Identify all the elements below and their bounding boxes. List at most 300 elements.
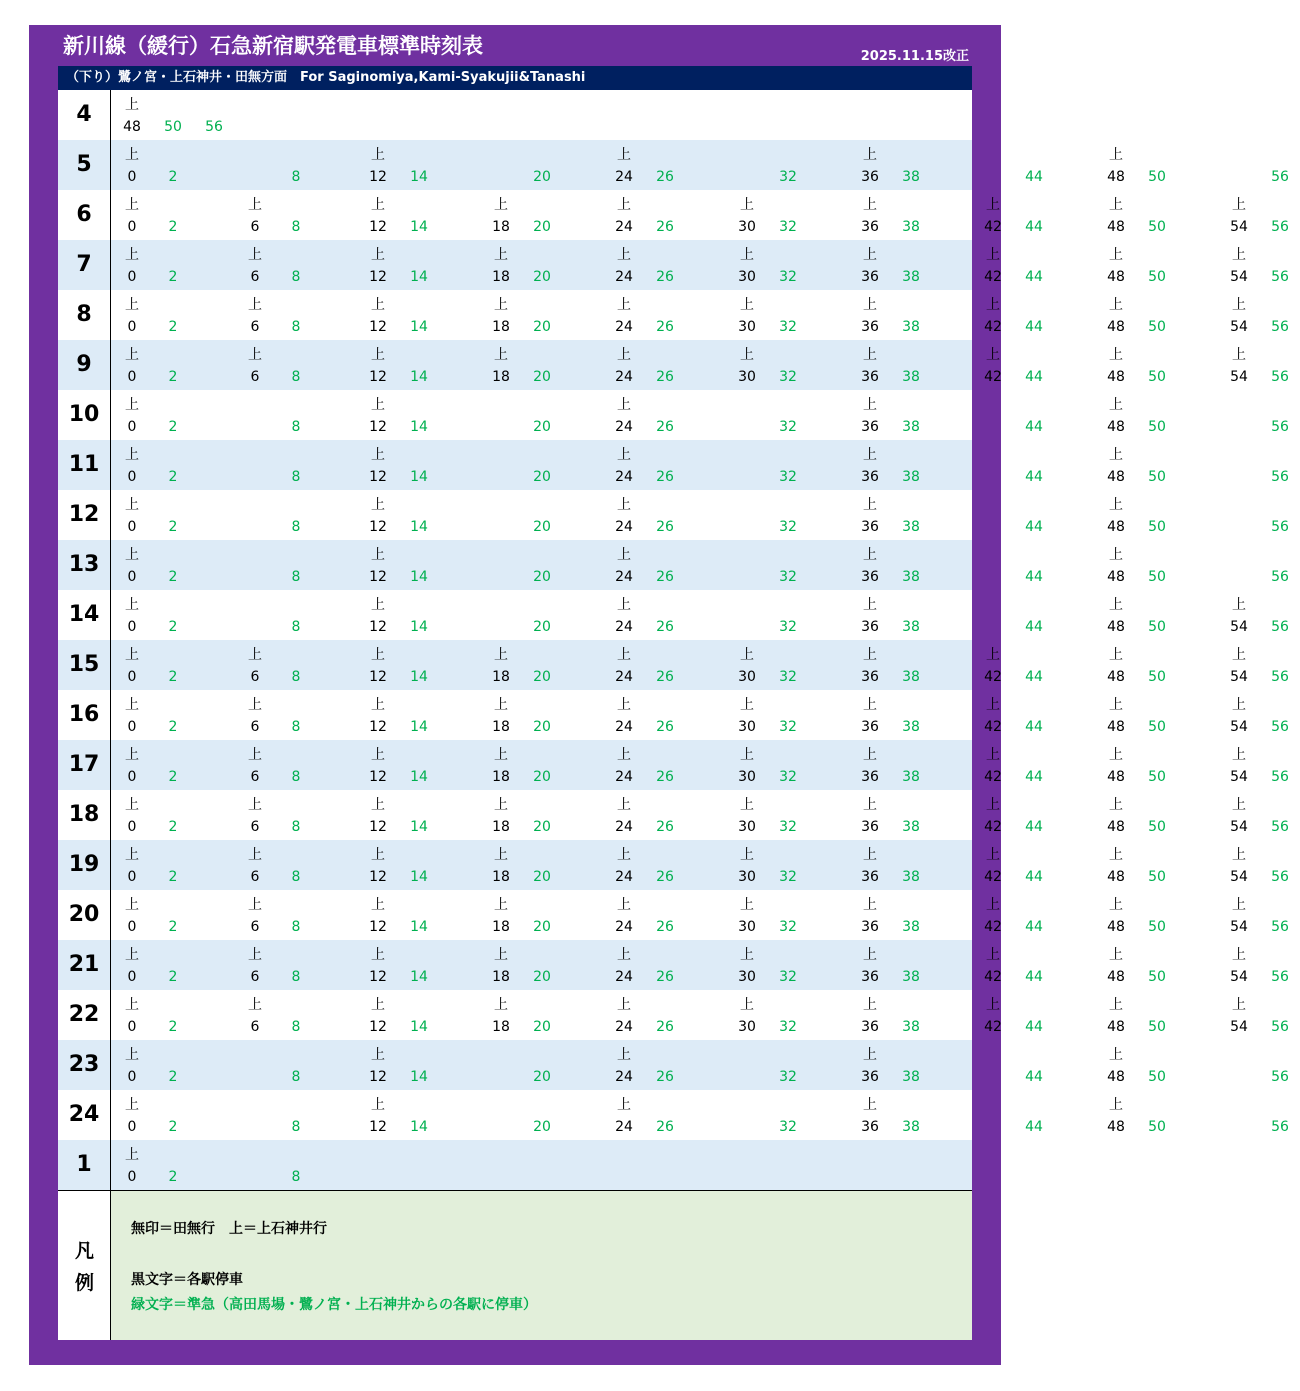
kami-shakujii-mark: 上 [248,697,262,713]
hour-row [58,490,1289,540]
departure-minute: 14 [410,369,428,385]
departure-cell [768,1040,808,1090]
departure-minute: 26 [656,619,674,635]
departure-cell [768,490,808,540]
departure-minute: 20 [533,619,551,635]
departure-cell [604,540,644,590]
departure-minute: 24 [615,669,633,685]
kami-shakujii-mark: 上 [371,497,385,513]
departure-minute: 14 [410,419,428,435]
hour-label: 17 [58,740,111,790]
departure-minute: 42 [984,369,1002,385]
kami-shakujii-mark: 上 [740,947,754,963]
departure-cell [112,790,152,840]
departure-minute: 2 [168,169,178,185]
departure-cell [1096,540,1136,590]
departure-cell [522,940,562,990]
kami-shakujii-mark: 上 [617,647,631,663]
departure-minute: 50 [1148,919,1166,935]
departure-minute: 32 [779,169,797,185]
kami-shakujii-mark: 上 [740,697,754,713]
departure-cell [645,540,685,590]
departure-minute: 38 [902,969,920,985]
departure-minute: 38 [902,1019,920,1035]
kami-shakujii-mark: 上 [1232,197,1246,213]
departure-minute: 6 [250,969,260,985]
departure-cell [1096,690,1136,740]
hour-label: 7 [58,240,111,290]
departure-minute: 26 [656,1019,674,1035]
departure-cell [276,590,316,640]
departure-minute: 8 [291,769,301,785]
departure-cell [1096,490,1136,540]
departure-minute: 38 [902,419,920,435]
departure-cell [153,490,193,540]
departure-minute: 8 [291,269,301,285]
departure-cell [1096,340,1136,390]
hour-row [58,540,1289,590]
hour-row [58,190,1289,240]
departure-cell [850,1090,890,1140]
kami-shakujii-mark: 上 [863,347,877,363]
departure-cell [112,140,152,190]
departure-minute: 2 [168,769,178,785]
departure-cell [1219,190,1259,240]
departure-cell [727,940,767,990]
departure-minute: 12 [369,669,387,685]
departure-cell [358,990,398,1040]
departure-minute: 48 [1107,969,1125,985]
departure-minute: 14 [410,1019,428,1035]
departure-minute: 26 [656,869,674,885]
departure-minute: 42 [984,219,1002,235]
departure-cell [153,440,193,490]
departure-cell [604,690,644,740]
kami-shakujii-mark: 上 [1109,547,1123,563]
departure-minute: 20 [533,169,551,185]
departure-cell [1137,690,1177,740]
departure-cell [112,440,152,490]
departure-cell [768,540,808,590]
departure-minute: 8 [291,919,301,935]
kami-shakujii-mark: 上 [1109,647,1123,663]
departure-minute: 32 [779,1019,797,1035]
kami-shakujii-mark: 上 [1109,147,1123,163]
kami-shakujii-mark: 上 [617,297,631,313]
departure-minute: 26 [656,419,674,435]
hour-row [58,840,1289,890]
departure-cell [481,240,521,290]
departure-minute: 32 [779,619,797,635]
departure-minute: 24 [615,519,633,535]
departure-minute: 20 [533,819,551,835]
departure-minute: 14 [410,169,428,185]
departure-minute: 36 [861,869,879,885]
departure-cell [1137,790,1177,840]
departure-cell [1260,940,1300,990]
departure-minute: 2 [168,1069,178,1085]
departure-cell [1260,1090,1300,1140]
departure-cell [1260,590,1300,640]
departure-cell [1137,990,1177,1040]
departure-cell [604,290,644,340]
departure-cell [112,190,152,240]
departure-minute: 2 [168,219,178,235]
departure-minute: 2 [168,1119,178,1135]
departure-cell [235,890,275,940]
departure-cell [481,640,521,690]
kami-shakujii-mark: 上 [1109,897,1123,913]
departure-cell [645,290,685,340]
departure-minute: 44 [1025,219,1043,235]
departure-minute: 14 [410,869,428,885]
departure-minute: 30 [738,769,756,785]
departure-cell [481,840,521,890]
departure-minute: 0 [127,969,137,985]
departure-cell [235,190,275,240]
departure-cell [358,840,398,890]
departure-minute: 44 [1025,769,1043,785]
departure-cell [891,640,931,690]
departure-cell [358,340,398,390]
kami-shakujii-mark: 上 [371,147,385,163]
departure-cell [358,290,398,340]
kami-shakujii-mark: 上 [1109,947,1123,963]
departure-minute: 14 [410,519,428,535]
departure-cell [1219,990,1259,1040]
departure-minute: 20 [533,1119,551,1135]
departure-cell [727,990,767,1040]
hour-row [58,1090,1289,1140]
departure-cell [1096,390,1136,440]
kami-shakujii-mark: 上 [248,347,262,363]
departure-cell [276,690,316,740]
departure-cell [276,440,316,490]
departure-cell [768,840,808,890]
departure-cell [768,240,808,290]
hour-row [58,140,1289,190]
departure-cell [399,940,439,990]
departure-cell [645,140,685,190]
departure-cell [153,340,193,390]
departure-cell [481,990,521,1040]
departure-minute: 36 [861,269,879,285]
departure-cell [358,140,398,190]
departure-minute: 6 [250,869,260,885]
departure-cell [850,240,890,290]
departure-cell [1260,390,1300,440]
kami-shakujii-mark: 上 [986,347,1000,363]
departure-cell [1260,240,1300,290]
kami-shakujii-mark: 上 [494,897,508,913]
departure-cell [481,290,521,340]
kami-shakujii-mark: 上 [125,347,139,363]
kami-shakujii-mark: 上 [371,1097,385,1113]
hour-label: 16 [58,690,111,740]
departure-cell [604,840,644,890]
departure-minute: 14 [410,269,428,285]
departure-minute: 50 [1148,369,1166,385]
departure-minute: 6 [250,669,260,685]
departure-minute: 8 [291,569,301,585]
departure-minute: 38 [902,1119,920,1135]
departure-minute: 8 [291,1069,301,1085]
departure-cell [112,1040,152,1090]
departure-cell [727,290,767,340]
departure-cell [1137,840,1177,890]
departure-minute: 42 [984,869,1002,885]
departure-minute: 0 [127,769,137,785]
departure-cell [645,690,685,740]
departure-minute: 56 [1271,1069,1289,1085]
departure-minute: 36 [861,669,879,685]
departure-minute: 56 [1271,919,1289,935]
kami-shakujii-mark: 上 [371,597,385,613]
kami-shakujii-mark: 上 [125,697,139,713]
departure-minute: 6 [250,819,260,835]
kami-shakujii-mark: 上 [371,747,385,763]
departure-minute: 30 [738,969,756,985]
kami-shakujii-mark: 上 [863,297,877,313]
departure-cell [522,440,562,490]
departure-minute: 2 [168,919,178,935]
departure-cell [604,240,644,290]
kami-shakujii-mark: 上 [1232,847,1246,863]
departure-cell [358,540,398,590]
kami-shakujii-mark: 上 [125,747,139,763]
departure-minute: 8 [291,619,301,635]
departure-minute: 8 [291,1169,301,1185]
departure-minute: 20 [533,369,551,385]
departure-cell [1219,790,1259,840]
departure-cell [768,640,808,690]
kami-shakujii-mark: 上 [1109,697,1123,713]
departure-minute: 56 [1271,1119,1289,1135]
departure-minute: 24 [615,619,633,635]
kami-shakujii-mark: 上 [863,447,877,463]
departure-minute: 18 [492,669,510,685]
departure-minute: 2 [168,569,178,585]
kami-shakujii-mark: 上 [494,747,508,763]
departure-cell [1219,940,1259,990]
departure-cell [1260,340,1300,390]
departure-minute: 44 [1025,419,1043,435]
departure-cell [891,940,931,990]
departure-minute: 48 [1107,719,1125,735]
departure-cell [522,640,562,690]
hour-label: 18 [58,790,111,840]
departure-cell [358,1090,398,1140]
departure-cell [399,890,439,940]
departure-cell [276,290,316,340]
departure-cell [1096,590,1136,640]
departure-cell [645,740,685,790]
hour-label: 11 [58,440,111,490]
departure-cell [645,890,685,940]
departure-cell [973,890,1013,940]
departure-minute: 32 [779,419,797,435]
departure-cell [112,390,152,440]
direction-bar: （下り）鷺ノ宮・上石神井・田無方面 For Saginomiya,Kami-Syakujii&Tanashi [58,66,972,90]
kami-shakujii-mark: 上 [371,647,385,663]
departure-minute: 44 [1025,469,1043,485]
departure-cell [1137,540,1177,590]
kami-shakujii-mark: 上 [863,647,877,663]
departure-minute: 54 [1230,969,1248,985]
departure-minute: 26 [656,219,674,235]
departure-minute: 14 [410,769,428,785]
departure-minute: 20 [533,469,551,485]
departure-minute: 48 [1107,569,1125,585]
departure-minute: 48 [1107,619,1125,635]
kami-shakujii-mark: 上 [371,547,385,563]
departure-cell [768,190,808,240]
departure-cell [1096,740,1136,790]
departure-cell [112,90,152,140]
departure-cell [1260,1040,1300,1090]
departure-minute: 8 [291,719,301,735]
departure-minute: 18 [492,319,510,335]
kami-shakujii-mark: 上 [986,997,1000,1013]
kami-shakujii-mark: 上 [125,847,139,863]
kami-shakujii-mark: 上 [740,747,754,763]
departure-minute: 12 [369,1119,387,1135]
hour-label: 21 [58,940,111,990]
hour-row [58,890,1289,940]
departure-minute: 42 [984,269,1002,285]
departure-minute: 0 [127,169,137,185]
hour-label: 24 [58,1090,111,1140]
departure-minute: 30 [738,219,756,235]
departure-minute: 12 [369,719,387,735]
departure-cell [768,740,808,790]
kami-shakujii-mark: 上 [1109,497,1123,513]
departure-minute: 48 [1107,269,1125,285]
departure-cell [645,240,685,290]
departure-cell [276,140,316,190]
departure-minute: 2 [168,469,178,485]
departure-cell [1260,890,1300,940]
departure-cell [604,490,644,540]
departure-minute: 36 [861,419,879,435]
departure-cell [604,140,644,190]
departure-cell [768,590,808,640]
departure-cell [1014,790,1054,840]
departure-cell [604,440,644,490]
hour-row [58,590,1289,640]
departure-cell [1096,440,1136,490]
departure-cell [768,440,808,490]
departure-cell [1096,140,1136,190]
kami-shakujii-mark: 上 [1232,347,1246,363]
kami-shakujii-mark: 上 [617,697,631,713]
legend [58,1190,972,1340]
departure-cell [645,190,685,240]
hour-label: 8 [58,290,111,340]
kami-shakujii-mark: 上 [1232,247,1246,263]
kami-shakujii-mark: 上 [1109,297,1123,313]
kami-shakujii-mark: 上 [986,297,1000,313]
departure-minute: 36 [861,919,879,935]
departure-cell [891,590,931,640]
kami-shakujii-mark: 上 [863,397,877,413]
departure-cell [1137,390,1177,440]
departure-cell [399,990,439,1040]
departure-cell [850,990,890,1040]
departure-cell [891,340,931,390]
departure-minute: 56 [1271,669,1289,685]
kami-shakujii-mark: 上 [1109,747,1123,763]
departure-minute: 14 [410,819,428,835]
kami-shakujii-mark: 上 [1109,597,1123,613]
departure-minute: 2 [168,969,178,985]
departure-minute: 8 [291,169,301,185]
departure-cell [1014,940,1054,990]
departure-cell [645,440,685,490]
departure-minute: 38 [902,219,920,235]
kami-shakujii-mark: 上 [863,547,877,563]
departure-cell [973,940,1013,990]
departure-cell [973,640,1013,690]
departure-minute: 26 [656,819,674,835]
departure-cell [194,90,234,140]
departure-cell [358,190,398,240]
departure-minute: 0 [127,419,137,435]
departure-minute: 50 [164,119,182,135]
departure-minute: 38 [902,919,920,935]
departure-minute: 12 [369,519,387,535]
kami-shakujii-mark: 上 [125,547,139,563]
departure-minute: 42 [984,669,1002,685]
departure-cell [1219,290,1259,340]
departure-minute: 44 [1025,1069,1043,1085]
hour-label: 4 [58,90,111,140]
hour-label: 14 [58,590,111,640]
revision-date: 2025.11.15改正 [860,49,969,64]
departure-minute: 38 [902,869,920,885]
departure-cell [1260,690,1300,740]
departure-minute: 44 [1025,619,1043,635]
departure-minute: 0 [127,719,137,735]
departure-minute: 8 [291,369,301,385]
departure-minute: 8 [291,869,301,885]
departure-minute: 0 [127,869,137,885]
kami-shakujii-mark: 上 [371,297,385,313]
departure-minute: 14 [410,719,428,735]
kami-shakujii-mark: 上 [248,997,262,1013]
departure-cell [1014,490,1054,540]
departure-minute: 56 [1271,519,1289,535]
departure-cell [399,590,439,640]
departure-minute: 48 [123,119,141,135]
departure-minute: 6 [250,219,260,235]
departure-cell [850,290,890,340]
departure-minute: 20 [533,269,551,285]
departure-cell [768,890,808,940]
departure-cell [235,840,275,890]
departure-minute: 42 [984,769,1002,785]
departure-minute: 36 [861,1119,879,1135]
departure-cell [1137,490,1177,540]
departure-cell [112,740,152,790]
departure-cell [1137,290,1177,340]
departure-minute: 32 [779,469,797,485]
kami-shakujii-mark: 上 [617,447,631,463]
departure-minute: 12 [369,969,387,985]
kami-shakujii-mark: 上 [740,647,754,663]
departure-minute: 48 [1107,1119,1125,1135]
kami-shakujii-mark: 上 [617,1097,631,1113]
